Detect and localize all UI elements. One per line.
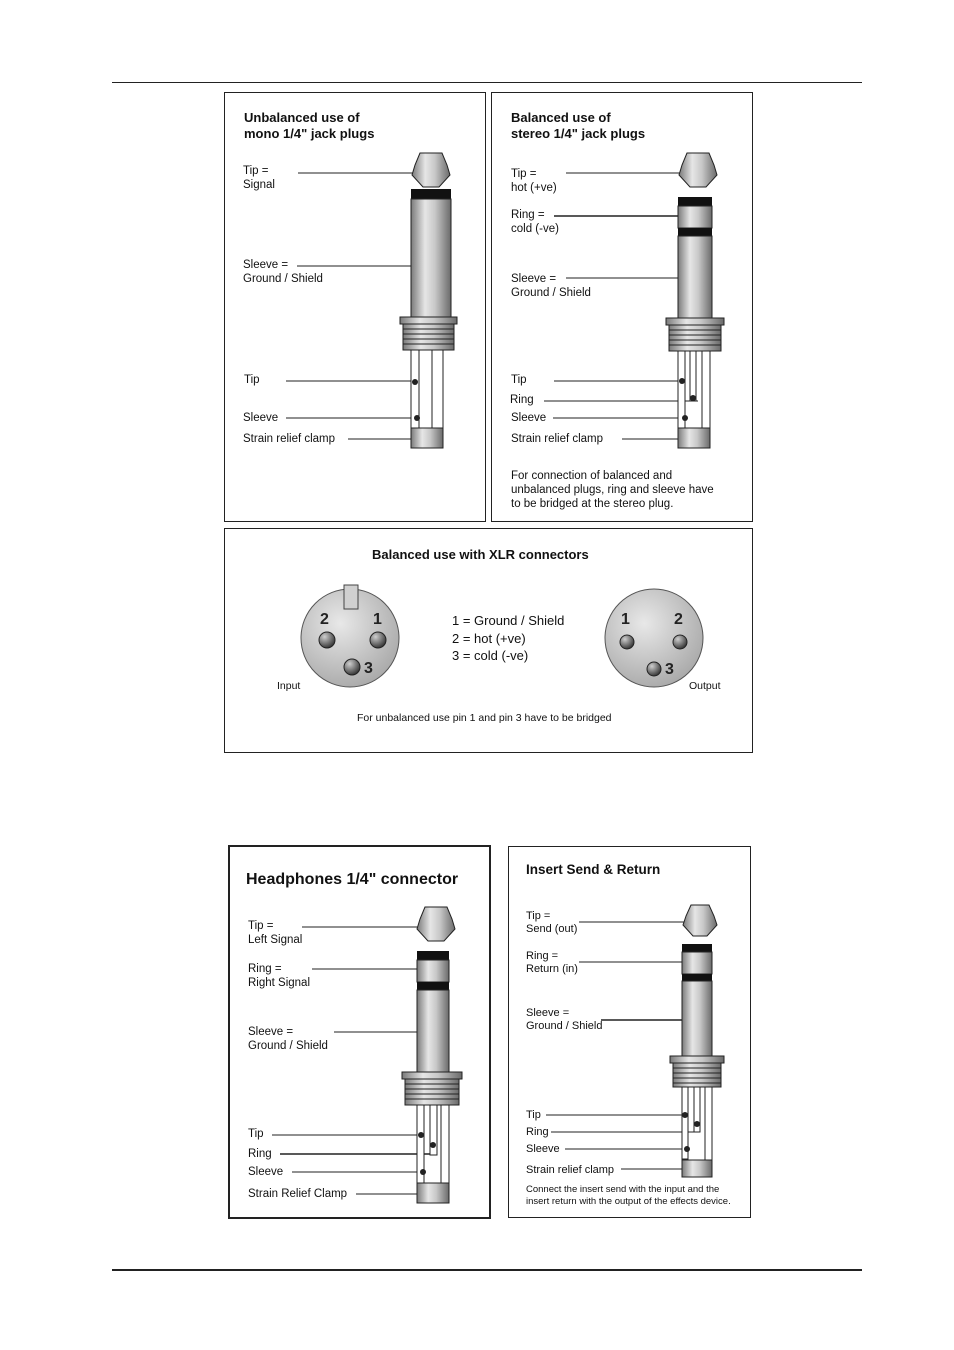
- strain-label: Strain relief clamp: [526, 1164, 615, 1176]
- insert-panel: [508, 846, 751, 1218]
- ring-label: Ring = Right Signal: [248, 963, 311, 989]
- stereo-jack-plug-diagram: [492, 93, 754, 523]
- tip-label: Tip = hot (+ve): [511, 168, 557, 194]
- xlr-input-connector-icon: [297, 581, 407, 691]
- strain-label: Strain Relief Clamp: [248, 1188, 348, 1200]
- bottom-rule: [112, 1269, 862, 1271]
- ring-wire-label: Ring: [248, 1148, 272, 1160]
- ring-label: Ring = Return (in): [526, 950, 578, 975]
- sleeve-wire-label: Sleeve: [243, 412, 279, 424]
- headphones-panel: [228, 845, 491, 1219]
- strain-label: Strain relief clamp: [511, 433, 604, 445]
- ring-wire-label: Ring: [510, 394, 534, 406]
- sleeve-wire-label: Sleeve: [511, 412, 547, 424]
- insert-title: Insert Send & Return: [526, 862, 661, 877]
- headphone-jack-plug-diagram: [230, 847, 493, 1221]
- insert-jack-plug-diagram: [509, 847, 752, 1219]
- sleeve-wire-label: Sleeve: [526, 1143, 560, 1155]
- tip-wire-label: Tip: [248, 1128, 264, 1140]
- tip-label: Tip = Signal: [243, 165, 275, 191]
- balanced-panel: [491, 92, 753, 522]
- sleeve-label: Sleeve = Ground / Shield: [243, 259, 323, 285]
- tip-wire-label: Tip: [526, 1109, 541, 1121]
- xlr-output-connector-icon: [602, 581, 712, 691]
- xlr-title: Balanced use with XLR connectors: [372, 547, 589, 562]
- mono-jack-plug-diagram: [225, 93, 487, 523]
- output-label: Output: [689, 680, 721, 692]
- unbalanced-title: Unbalanced use of mono 1/4" jack plugs: [244, 110, 375, 141]
- balanced-note-line: unbalanced plugs, ring and sleeve have: [511, 484, 714, 496]
- pin-1-label: 1: [621, 611, 630, 628]
- tip-wire-label: Tip: [511, 374, 527, 386]
- ring-label: Ring = cold (-ve): [511, 209, 559, 235]
- strain-label: Strain relief clamp: [243, 433, 336, 445]
- sleeve-label: Sleeve = Ground / Shield: [511, 273, 591, 299]
- insert-note-line: insert return with the output of the effects device.: [526, 1195, 731, 1207]
- pin-2-label: 2: [674, 611, 683, 628]
- unbalanced-panel: [224, 92, 486, 522]
- input-label: Input: [277, 680, 301, 692]
- balanced-note-line: to be bridged at the stereo plug.: [511, 498, 674, 510]
- pin-1-label: 1: [373, 611, 382, 628]
- legend-item: 1 = Ground / Shield: [452, 613, 565, 628]
- tip-label: Tip = Send (out): [526, 910, 578, 935]
- xlr-panel: [224, 528, 753, 753]
- headphones-title: Headphones 1/4" connector: [246, 871, 459, 888]
- ring-wire-label: Ring: [526, 1126, 549, 1138]
- top-rule: [112, 82, 862, 83]
- pin-3-label: 3: [665, 661, 674, 678]
- balanced-note-line: For connection of balanced and: [511, 470, 673, 482]
- sleeve-wire-label: Sleeve: [248, 1166, 284, 1178]
- xlr-pin-legend: [452, 612, 564, 665]
- xlr-note: For unbalanced use pin 1 and pin 3 have to be bridged: [357, 712, 612, 724]
- insert-note-line: Connect the insert send with the input and the: [526, 1184, 720, 1195]
- sleeve-label: Sleeve = Ground / Shield: [248, 1026, 328, 1052]
- legend-item: 2 = hot (+ve): [452, 630, 526, 646]
- pin-2-label: 2: [320, 611, 329, 628]
- tip-label: Tip = Left Signal: [248, 920, 303, 946]
- sleeve-label: Sleeve = Ground / Shield: [526, 1007, 603, 1032]
- legend-item: 3 = cold (-ve): [452, 648, 529, 663]
- tip-wire-label: Tip: [244, 374, 260, 386]
- balanced-title: Balanced use of stereo 1/4" jack plugs: [511, 110, 646, 141]
- pin-3-label: 3: [364, 660, 373, 677]
